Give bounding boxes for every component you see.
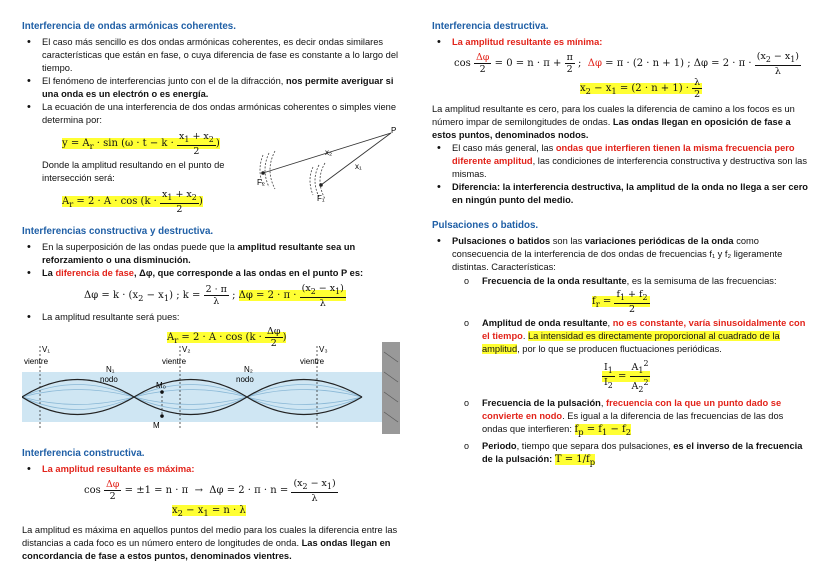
text-red: La amplitud resultante es máxima: — [42, 463, 195, 474]
list-item — [22, 241, 400, 267]
cd-list-2 — [22, 311, 400, 324]
text: El caso más general, las — [452, 142, 556, 153]
equation-freq: $f_r$ = $\frac{f_1 + f_2}{2}$ — [592, 288, 648, 315]
list-item — [432, 275, 810, 315]
text-bold: Amplitud de onda resultante — [482, 317, 608, 328]
section-title-destructive: Interferencia destructiva. — [432, 21, 549, 32]
equation-amplitude-phase: $A_r = 2 \cdot A \cdot \cos (k$ · $\frac{\Delta\varphi}{2}$ ) — [167, 325, 287, 349]
v3-label: V₃ — [319, 345, 328, 354]
equation-half-wavelength: $x_2 - x_1 = (2 \cdot n + 1)$ · $\frac{\lambda}{2}$ — [580, 76, 701, 100]
equation-wave: $y = A_r \cdot \sin (\omega \cdot t - k$ · $\frac{x_1 + x_2}{2}$ ) — [62, 131, 220, 157]
constructive-text — [22, 524, 400, 563]
equation-constructive: cos $\frac{\Delta\varphi}{2}$ = ±1 = n · π → Δφ = 2 · π · n = $\frac{(x_2 - x_1)}{\lambda}$ — [84, 477, 336, 504]
section-title-beats: Pulsaciones o batidos. — [432, 219, 539, 231]
equation-destructive: cos $\frac{\Delta\varphi}{2}$ = 0 = n · π + $\frac{\pi}{2}$ ; Δφ = π · (2 · n + 1) ; Δφ = 2 · π · $\frac{(x_2 - x_1)}{\lambda}$ — [454, 51, 799, 77]
left-column — [22, 20, 400, 563]
text-red: La amplitud resultante es mínima: — [452, 37, 603, 47]
text-bold: nos permite averiguar si una onda es un electrón o es energía. — [42, 76, 394, 99]
list-item — [22, 267, 400, 280]
text: , es la semisuma de las frecuencias: — [626, 275, 777, 286]
list-item — [22, 36, 400, 75]
f1-label: F₁ — [317, 194, 325, 203]
list-item — [432, 317, 810, 395]
text-bold: Diferencia: — [452, 181, 503, 192]
destructive-list-2 — [432, 142, 810, 207]
destructive-list — [432, 36, 810, 49]
text-bold: la interferencia destructiva, la amplitud de la onda no llega a ser cero en ningún punto del medio. — [452, 181, 808, 205]
cd-list — [22, 241, 400, 280]
text: como consecuencia de la interferencia de dos ondas de frecuencias f₁ y f₂ ligeramente distintas. Características: — [452, 235, 783, 272]
list-item — [432, 181, 810, 207]
text-bold: Frecuencia de la onda resultante — [482, 275, 627, 286]
text: , las condiciones de interferencia constructiva y destructiva son las mismas. — [452, 155, 807, 179]
vientre3-label: vientre — [300, 357, 325, 366]
text-bold: , Δφ, que corresponde a las ondas en el punto P es: — [133, 267, 364, 278]
text: , — [600, 397, 607, 408]
text-bold: La — [42, 267, 56, 278]
text-bold: Las ondas llegan en concordancia de fase a estos puntos, denominados vientres. — [22, 537, 391, 561]
equation-amplitude: $A_r = 2 \cdot A \cdot \cos (k$ · $\frac{x_1 + x_2}{2}$ ) — [62, 188, 203, 215]
nodo2-label: nodo — [236, 375, 254, 384]
text: En la superposición de las ondas puede que la — [42, 241, 238, 252]
n2-label: N₂ — [244, 365, 253, 374]
text-red: ondas que interfieren tienen la misma frecuencia pero diferente amplitud — [452, 142, 795, 166]
text-bold: Pulsaciones o batidos — [452, 235, 551, 246]
text-red: diferencia de fase — [55, 267, 134, 278]
beats-characteristics — [432, 275, 810, 469]
list-item — [432, 440, 810, 469]
right-column — [432, 20, 810, 470]
text-bold: variaciones periódicas de la onda — [584, 235, 734, 246]
equation-phase: $\Delta\varphi = k \cdot (x_2 - x_1)$ ; k = $\frac{2 \cdot \pi}{\lambda}$ ; Δφ = 2 · π · $\frac{(x_2 - x_1)}{\lambda}$ — [84, 282, 344, 309]
section-title-constructive: Interferencia constructiva. — [22, 447, 145, 459]
equation-intensity: $\frac{I_1}{I_2}$ = $\frac{A_1^2}{A_2^2}$ — [604, 358, 649, 394]
destructive-text — [432, 103, 810, 142]
constructive-list — [22, 463, 400, 476]
m-label: M — [153, 421, 160, 430]
section-title-coherent: Interferencia de ondas armónicas coherentes. — [22, 21, 236, 32]
text: . Es igual a la diferencia de las frecuencias de las dos ondas que interfieren: — [482, 410, 784, 434]
text: La amplitud resultante será pues: — [42, 311, 180, 322]
vientre1-label: vientre — [24, 357, 49, 366]
text-red: frecuencia con la que un punto dado se convierte en nodo — [482, 397, 782, 421]
x1-label: x₁ — [355, 162, 362, 171]
x2-label: x₂ — [325, 148, 333, 157]
intersection-text: Donde la amplitud resultando en el punto de intersección será: — [42, 159, 225, 183]
text-bold: amplitud resultante sea un reforzamiento o una disminución. — [42, 241, 356, 265]
text: El fenómeno de interferencias junto con el de la difracción, — [42, 76, 286, 86]
equation-period: $T = 1/f_p$ — [554, 453, 596, 467]
text-bold: es el inverso de la frecuencia de la pulsación: — [482, 440, 803, 464]
point-p-label: P — [391, 126, 397, 135]
text: , — [607, 317, 613, 328]
coherent-list — [22, 36, 400, 127]
nodo1-label: nodo — [100, 375, 118, 384]
text: . — [522, 330, 528, 341]
text: La amplitud es máxima en aquellos puntos del medio para los cuales la diferencia entre las distancias a cada foco es un número entero de longitudes de onda. — [22, 524, 398, 548]
text-bold: Las ondas llegan en oposición de fase a estos puntos, denominados nodos. — [432, 116, 791, 140]
text-highlight: La intensidad es directamente proporcional al cuadrado de la amplitud — [482, 330, 780, 354]
text: son las — [550, 235, 585, 246]
text-red: no es constante, varía sinusoidalmente con el tiempo — [482, 317, 806, 341]
text: El caso más sencillo es dos ondas armónicas coherentes, es decir ondas similares características que están en fase, o cuya diferencia de fase es constante a lo largo del tiempo. — [42, 37, 399, 73]
list-item — [22, 463, 400, 476]
list-item — [22, 75, 400, 101]
list-item — [432, 36, 810, 49]
f2-label: F₂ — [257, 178, 265, 187]
list-item — [432, 397, 810, 439]
text: , tiempo que separa dos pulsaciones, — [516, 440, 674, 451]
v2-label: V₂ — [182, 345, 191, 354]
list-item — [432, 235, 810, 274]
list-item — [22, 101, 400, 127]
v1-label: V₁ — [42, 345, 51, 354]
text: La amplitud resultante es cero, para los cuales la diferencia de camino a los focos es un número impar de semilongitudes de ondas. — [432, 103, 795, 127]
text-bold: Frecuencia de la pulsación — [482, 397, 601, 408]
equation-beat-freq: $f_p = f_1 - f_2$ — [574, 423, 632, 437]
list-item — [22, 311, 400, 324]
section-title-construct-destruct: Interferencias constructiva y destructiva. — [22, 225, 214, 237]
m0-label: M₀ — [156, 381, 166, 390]
equation-path-difference: $x_2 - x_1 = n \cdot \lambda$ — [172, 504, 246, 518]
beats-list — [432, 235, 810, 274]
list-item — [432, 142, 810, 181]
standing-wave-diagram — [22, 342, 400, 434]
text: , por lo que se producen fluctuaciones periódicas. — [517, 343, 722, 354]
n1-label: N₁ — [106, 365, 115, 374]
two-source-diagram — [255, 125, 400, 205]
text: La ecuación de una interferencia de dos ondas armónicas coherentes o simples viene determina por: — [42, 102, 397, 125]
vientre2-label: vientre — [162, 357, 187, 366]
text-bold: Periodo — [482, 440, 517, 451]
